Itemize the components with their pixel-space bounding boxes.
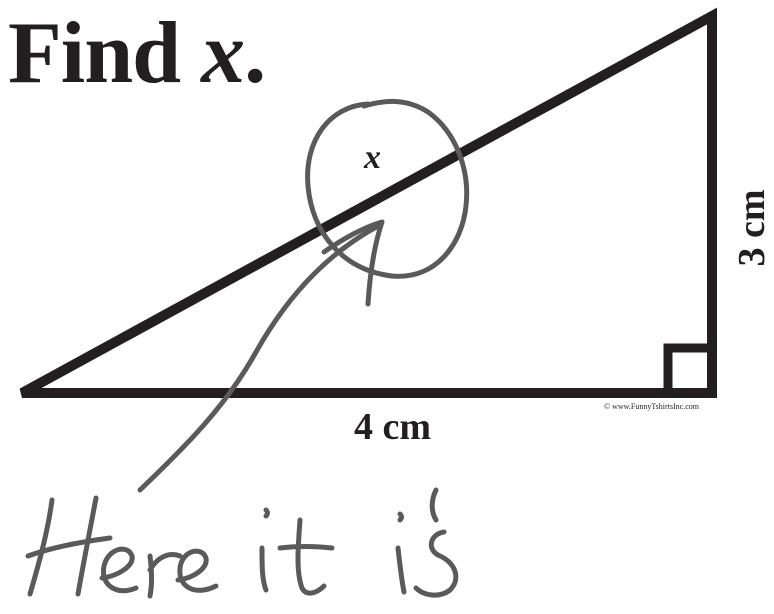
title-variable: x <box>201 5 245 102</box>
hypotenuse-label: x <box>364 139 381 176</box>
height-label: 3 cm <box>731 189 773 267</box>
page-title <box>8 4 265 104</box>
right-angle-marker <box>668 348 712 393</box>
title-prefix: Find <box>8 5 202 102</box>
copyright-notice: © www.FunnyTshirtsInc.com <box>604 402 699 411</box>
base-label: 4 cm <box>354 406 432 448</box>
title-suffix: . <box>244 5 266 102</box>
handwritten-text-here-it-is <box>28 490 456 596</box>
